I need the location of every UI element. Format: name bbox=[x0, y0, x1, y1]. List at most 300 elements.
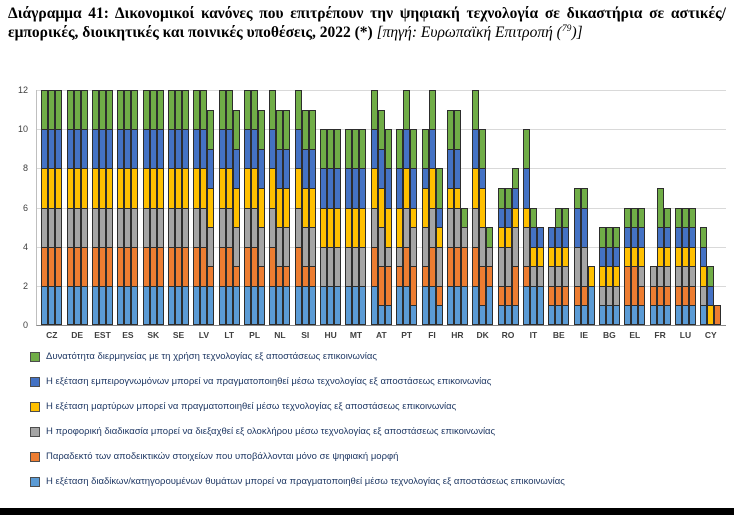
stacked-bar bbox=[295, 90, 302, 325]
bar-segment-oral bbox=[675, 266, 682, 286]
bar-segment-witnesses bbox=[124, 168, 131, 207]
bar-segment-oral bbox=[143, 208, 150, 247]
bar-segment-parties bbox=[244, 286, 251, 325]
bar-segment-interpretation bbox=[523, 129, 530, 168]
bar-segment-witnesses bbox=[302, 188, 309, 227]
stacked-bar bbox=[124, 90, 131, 325]
bar-group-CZ bbox=[41, 90, 62, 340]
bar-segment-experts bbox=[157, 129, 164, 168]
bar-segment-experts bbox=[143, 129, 150, 168]
bar-segment-evidence bbox=[436, 286, 443, 306]
bar-segment-interpretation bbox=[498, 188, 505, 208]
stacked-bar bbox=[67, 90, 74, 325]
bar-segment-interpretation bbox=[422, 129, 429, 168]
stacked-bar bbox=[99, 90, 106, 325]
x-axis-label: MT bbox=[349, 330, 363, 340]
bar-segment-interpretation bbox=[512, 168, 519, 188]
bar-segment-interpretation bbox=[244, 90, 251, 129]
bar-segment-interpretation bbox=[689, 208, 696, 228]
stacked-bar bbox=[682, 208, 689, 325]
bar-segment-witnesses bbox=[55, 168, 62, 207]
bar-segment-experts bbox=[99, 129, 106, 168]
bar-segment-oral bbox=[276, 227, 283, 266]
stacked-bar bbox=[92, 90, 99, 325]
bar-segment-witnesses bbox=[606, 266, 613, 286]
bar-segment-interpretation bbox=[193, 90, 200, 129]
x-axis-label: FI bbox=[428, 330, 436, 340]
bar-segment-witnesses bbox=[588, 266, 595, 286]
bar-group-BG bbox=[599, 227, 620, 340]
bar-segment-interpretation bbox=[624, 208, 631, 228]
bar-segment-oral bbox=[606, 286, 613, 306]
chart-legend bbox=[30, 344, 730, 494]
bar-segment-interpretation bbox=[447, 110, 454, 149]
bar-segment-evidence bbox=[175, 247, 182, 286]
bar-segment-witnesses bbox=[562, 247, 569, 267]
bar-segment-witnesses bbox=[41, 168, 48, 207]
bar-segment-parties bbox=[124, 286, 131, 325]
bar-group-BE bbox=[548, 208, 569, 340]
stacked-bar bbox=[396, 129, 403, 325]
bar-segment-witnesses bbox=[327, 208, 334, 247]
bar-segment-oral bbox=[574, 247, 581, 286]
legend-item-interpretation bbox=[30, 344, 730, 369]
bar-segment-evidence bbox=[429, 247, 436, 286]
bar-segment-parties bbox=[378, 305, 385, 325]
bar-segment-parties bbox=[682, 305, 689, 325]
bar-segment-evidence bbox=[548, 286, 555, 306]
stacked-bar bbox=[675, 208, 682, 325]
bar-segment-parties bbox=[207, 286, 214, 325]
bar-segment-interpretation bbox=[258, 110, 265, 149]
legend-swatch-icon bbox=[30, 377, 40, 387]
bar-segment-witnesses bbox=[385, 208, 392, 247]
bar-segment-oral bbox=[41, 208, 48, 247]
bar-segment-witnesses bbox=[505, 227, 512, 247]
bar-segment-parties bbox=[486, 286, 493, 325]
bar-segment-experts bbox=[505, 208, 512, 228]
bar-segment-witnesses bbox=[106, 168, 113, 207]
bar-segment-oral bbox=[55, 208, 62, 247]
x-axis-label: DK bbox=[476, 330, 489, 340]
bar-segment-witnesses bbox=[555, 247, 562, 267]
bar-segment-oral bbox=[352, 247, 359, 286]
bar-segment-evidence bbox=[479, 266, 486, 305]
bar-segment-parties bbox=[396, 286, 403, 325]
y-axis-tick-label: 12 bbox=[17, 85, 28, 95]
stacked-bar bbox=[168, 90, 175, 325]
bar-segment-oral bbox=[523, 227, 530, 266]
bar-segment-experts bbox=[193, 129, 200, 168]
bar-segment-witnesses bbox=[143, 168, 150, 207]
x-axis-label: LU bbox=[679, 330, 692, 340]
bar-segment-interpretation bbox=[613, 227, 620, 247]
bar-group-FI bbox=[422, 90, 443, 340]
bar-segment-evidence bbox=[624, 266, 631, 305]
legend-item-oral bbox=[30, 419, 730, 444]
bar-segment-interpretation bbox=[631, 208, 638, 228]
bar-segment-oral bbox=[233, 227, 240, 266]
bar-segment-interpretation bbox=[454, 110, 461, 149]
bar-segment-witnesses bbox=[472, 168, 479, 207]
bar-segment-witnesses bbox=[276, 188, 283, 227]
bar-segment-interpretation bbox=[131, 90, 138, 129]
bar-segment-oral bbox=[258, 227, 265, 266]
bar-segment-interpretation bbox=[675, 208, 682, 228]
legend-swatch-icon bbox=[30, 402, 40, 412]
stacked-bar bbox=[403, 90, 410, 325]
bar-segment-experts bbox=[55, 129, 62, 168]
bar-segment-interpretation bbox=[334, 129, 341, 168]
bar-group-IT bbox=[523, 129, 544, 340]
stacked-bar bbox=[106, 90, 113, 325]
bar-segment-evidence bbox=[378, 266, 385, 305]
bar-segment-experts bbox=[309, 149, 316, 188]
legend-label: Η εξέταση διαδίκων/κατηγορουμένων θυμάτων μπορεί να πραγματοποιηθεί μέσω τεχνολογίας εξ αποστάσεως επικοινωνίας bbox=[46, 476, 565, 487]
bar-segment-evidence bbox=[689, 286, 696, 306]
bar-segment-parties bbox=[631, 305, 638, 325]
bar-segment-parties bbox=[574, 305, 581, 325]
bar-segment-oral bbox=[269, 208, 276, 247]
bar-segment-oral bbox=[99, 208, 106, 247]
bar-segment-interpretation bbox=[396, 129, 403, 168]
bar-segment-experts bbox=[447, 149, 454, 188]
bar-segment-evidence bbox=[385, 266, 392, 305]
bar-segment-evidence bbox=[447, 247, 454, 286]
bar-segment-experts bbox=[631, 227, 638, 247]
bar-segment-parties bbox=[675, 305, 682, 325]
bar-segment-parties bbox=[99, 286, 106, 325]
legend-swatch-icon bbox=[30, 427, 40, 437]
bar-segment-parties bbox=[385, 305, 392, 325]
stacked-bar bbox=[537, 227, 544, 325]
stacked-bar bbox=[359, 129, 366, 325]
bar-segment-oral bbox=[689, 266, 696, 286]
bar-segment-interpretation bbox=[707, 266, 714, 286]
bar-segment-evidence bbox=[258, 266, 265, 286]
bar-segment-witnesses bbox=[269, 168, 276, 207]
bar-segment-experts bbox=[599, 247, 606, 267]
x-axis-label: BE bbox=[552, 330, 565, 340]
bar-segment-oral bbox=[295, 208, 302, 247]
bar-segment-experts bbox=[707, 286, 714, 306]
bar-segment-experts bbox=[403, 129, 410, 168]
stacked-bar bbox=[117, 90, 124, 325]
bar-segment-experts bbox=[359, 168, 366, 207]
bar-segment-interpretation bbox=[378, 110, 385, 149]
bar-segment-parties bbox=[131, 286, 138, 325]
bar-segment-experts bbox=[131, 129, 138, 168]
bar-segment-oral bbox=[385, 247, 392, 267]
bar-segment-evidence bbox=[562, 286, 569, 306]
bar-segment-parties bbox=[219, 286, 226, 325]
x-axis-label: HU bbox=[324, 330, 337, 340]
stacked-bar bbox=[327, 129, 334, 325]
stacked-bar bbox=[631, 208, 638, 325]
bar-segment-interpretation bbox=[168, 90, 175, 129]
stacked-bar bbox=[320, 129, 327, 325]
bar-segment-oral bbox=[650, 266, 657, 286]
bar-segment-parties bbox=[309, 286, 316, 325]
bar-segment-parties bbox=[638, 305, 645, 325]
bar-segment-witnesses bbox=[157, 168, 164, 207]
stacked-bar bbox=[498, 188, 505, 325]
stacked-bar bbox=[219, 90, 226, 325]
bar-group-CY bbox=[700, 227, 721, 340]
bar-segment-witnesses bbox=[410, 208, 417, 228]
x-axis-label: IE bbox=[580, 330, 589, 340]
bar-group-PL bbox=[244, 90, 265, 340]
bar-segment-oral bbox=[664, 266, 671, 286]
bar-segment-experts bbox=[422, 168, 429, 188]
bar-segment-interpretation bbox=[599, 227, 606, 247]
bar-segment-interpretation bbox=[486, 227, 493, 247]
bar-segment-evidence bbox=[505, 286, 512, 306]
bar-segment-witnesses bbox=[182, 168, 189, 207]
bar-segment-interpretation bbox=[436, 168, 443, 207]
bar-group-MT bbox=[345, 129, 366, 340]
bar-group-EL bbox=[624, 208, 645, 340]
bar-segment-experts bbox=[436, 208, 443, 228]
legend-label: Δυνατότητα διερμηνείας με τη χρήση τεχνολογίας εξ αποστάσεως επικοινωνίας bbox=[46, 351, 377, 362]
x-axis-label: CZ bbox=[46, 330, 58, 340]
page-bottom-edge bbox=[0, 508, 734, 515]
x-axis-label: LV bbox=[198, 330, 210, 340]
bar-segment-evidence bbox=[461, 247, 468, 286]
bar-segment-oral bbox=[150, 208, 157, 247]
bar-segment-interpretation bbox=[302, 110, 309, 149]
bar-segment-witnesses bbox=[207, 188, 214, 227]
bar-segment-parties bbox=[48, 286, 55, 325]
bar-segment-parties bbox=[67, 286, 74, 325]
bar-segment-oral bbox=[479, 227, 486, 266]
legend-label: Η εξέταση μαρτύρων μπορεί να πραγματοποιηθεί μέσω τεχνολογίας εξ αποστάσεως επικοινωνίας bbox=[46, 401, 457, 412]
bar-segment-oral bbox=[396, 247, 403, 267]
stacked-bar bbox=[334, 129, 341, 325]
bar-group-SI bbox=[295, 90, 316, 340]
legend-swatch-icon bbox=[30, 477, 40, 487]
bar-segment-witnesses bbox=[682, 247, 689, 267]
bar-segment-oral bbox=[219, 208, 226, 247]
bar-segment-oral bbox=[436, 247, 443, 286]
bar-segment-experts bbox=[429, 129, 436, 168]
bar-segment-oral bbox=[207, 227, 214, 266]
stacked-bar bbox=[599, 227, 606, 325]
x-axis-label: PT bbox=[401, 330, 413, 340]
bar-segment-interpretation bbox=[124, 90, 131, 129]
bar-segment-evidence bbox=[309, 266, 316, 286]
bar-segment-oral bbox=[410, 227, 417, 266]
bar-group-NL bbox=[269, 90, 290, 340]
bar-segment-evidence bbox=[403, 247, 410, 286]
stacked-bar bbox=[74, 90, 81, 325]
bar-segment-evidence bbox=[454, 247, 461, 286]
bar-segment-oral bbox=[182, 208, 189, 247]
bar-segment-oral bbox=[67, 208, 74, 247]
bar-segment-parties bbox=[606, 305, 613, 325]
bar-segment-interpretation bbox=[410, 129, 417, 168]
bar-segment-witnesses bbox=[454, 188, 461, 208]
bar-segment-experts bbox=[124, 129, 131, 168]
bar-segment-oral bbox=[157, 208, 164, 247]
bar-segment-evidence bbox=[295, 247, 302, 286]
bar-segment-interpretation bbox=[295, 90, 302, 129]
bar-segment-oral bbox=[613, 286, 620, 306]
figure-title-main: Διάγραμμα 41: Δικονομικοί κανόνες που επιτρέπουν την ψηφιακή τεχνολογία σε δικαστήρια σε αστικές/εμπορικές, διοικητικές και ποινικές υποθέσεις, 2022 (*) bbox=[8, 5, 726, 41]
bar-segment-oral bbox=[537, 266, 544, 286]
bar-segment-parties bbox=[512, 305, 519, 325]
bar-segment-parties bbox=[410, 305, 417, 325]
bar-segment-parties bbox=[283, 286, 290, 325]
bar-segment-parties bbox=[168, 286, 175, 325]
bar-segment-witnesses bbox=[548, 247, 555, 267]
bar-segment-witnesses bbox=[479, 188, 486, 227]
stacked-bar bbox=[302, 110, 309, 325]
bar-segment-experts bbox=[283, 149, 290, 188]
bar-segment-witnesses bbox=[378, 188, 385, 227]
stacked-bar bbox=[410, 129, 417, 325]
bar-group-IE bbox=[574, 188, 595, 340]
bar-group-DE bbox=[67, 90, 88, 340]
bar-segment-witnesses bbox=[193, 168, 200, 207]
bar-segment-parties bbox=[175, 286, 182, 325]
bar-segment-witnesses bbox=[334, 208, 341, 247]
bar-segment-evidence bbox=[207, 266, 214, 286]
bar-segment-oral bbox=[283, 227, 290, 266]
bar-segment-parties bbox=[258, 286, 265, 325]
bar-segment-parties bbox=[74, 286, 81, 325]
bar-segment-evidence bbox=[124, 247, 131, 286]
bar-segment-evidence bbox=[276, 266, 283, 286]
stacked-bar bbox=[48, 90, 55, 325]
stacked-bar bbox=[638, 208, 645, 325]
y-axis-tick-label: 4 bbox=[22, 241, 28, 252]
stacked-bar bbox=[714, 305, 721, 325]
bar-segment-experts bbox=[396, 168, 403, 207]
bar-segment-parties bbox=[117, 286, 124, 325]
bar-segment-interpretation bbox=[472, 90, 479, 129]
bar-segment-interpretation bbox=[700, 227, 707, 247]
bar-segment-witnesses bbox=[251, 168, 258, 207]
bar-segment-oral bbox=[429, 208, 436, 247]
bar-segment-evidence bbox=[131, 247, 138, 286]
bar-segment-oral bbox=[657, 266, 664, 286]
legend-item-witnesses bbox=[30, 394, 730, 419]
bar-segment-witnesses bbox=[675, 247, 682, 267]
bar-segment-interpretation bbox=[41, 90, 48, 129]
bar-segment-interpretation bbox=[92, 90, 99, 129]
bar-segment-oral bbox=[486, 247, 493, 267]
bar-segment-experts bbox=[664, 227, 671, 247]
bar-segment-parties bbox=[403, 286, 410, 325]
bar-group-AT bbox=[371, 90, 392, 340]
bar-segment-witnesses bbox=[48, 168, 55, 207]
bar-segment-experts bbox=[512, 188, 519, 208]
bar-segment-parties bbox=[581, 305, 588, 325]
x-axis-label: RO bbox=[501, 330, 515, 340]
bar-group-PT bbox=[396, 90, 417, 340]
bar-group-RO bbox=[498, 168, 519, 340]
bar-group-SK bbox=[143, 90, 164, 340]
bar-segment-experts bbox=[48, 129, 55, 168]
bar-segment-experts bbox=[182, 129, 189, 168]
x-axis-label: LT bbox=[224, 330, 235, 340]
stacked-bar bbox=[447, 110, 454, 325]
bar-segment-oral bbox=[106, 208, 113, 247]
bar-segment-interpretation bbox=[682, 208, 689, 228]
stacked-bar bbox=[251, 90, 258, 325]
bar-segment-parties bbox=[251, 286, 258, 325]
bar-segment-evidence bbox=[55, 247, 62, 286]
bar-segment-experts bbox=[74, 129, 81, 168]
bar-segment-interpretation bbox=[207, 110, 214, 149]
bar-segment-evidence bbox=[143, 247, 150, 286]
stacked-bar bbox=[258, 110, 265, 325]
bar-segment-experts bbox=[41, 129, 48, 168]
bar-segment-interpretation bbox=[327, 129, 334, 168]
bar-segment-parties bbox=[479, 305, 486, 325]
stacked-bar bbox=[276, 110, 283, 325]
bar-segment-evidence bbox=[182, 247, 189, 286]
bar-segment-evidence bbox=[41, 247, 48, 286]
stacked-bar bbox=[555, 208, 562, 325]
bar-segment-witnesses bbox=[233, 188, 240, 227]
bar-segment-evidence bbox=[99, 247, 106, 286]
bar-segment-witnesses bbox=[359, 208, 366, 247]
bar-segment-parties bbox=[200, 286, 207, 325]
bar-segment-witnesses bbox=[67, 168, 74, 207]
bar-segment-parties bbox=[320, 286, 327, 325]
stacked-bar bbox=[689, 208, 696, 325]
bar-segment-parties bbox=[650, 305, 657, 325]
bar-segment-witnesses bbox=[200, 168, 207, 207]
bar-segment-parties bbox=[548, 305, 555, 325]
stacked-bar bbox=[200, 90, 207, 325]
bar-segment-interpretation bbox=[657, 188, 664, 227]
bar-segment-witnesses bbox=[707, 305, 714, 325]
bar-segment-witnesses bbox=[422, 188, 429, 227]
stacked-bar bbox=[588, 266, 595, 325]
bar-segment-experts bbox=[327, 168, 334, 207]
bar-segment-evidence bbox=[675, 286, 682, 306]
bar-segment-witnesses bbox=[99, 168, 106, 207]
stacked-bar bbox=[131, 90, 138, 325]
bar-segment-parties bbox=[461, 286, 468, 325]
bar-segment-oral bbox=[74, 208, 81, 247]
x-axis-label: BG bbox=[603, 330, 616, 340]
bar-segment-witnesses bbox=[131, 168, 138, 207]
bar-segment-witnesses bbox=[613, 266, 620, 286]
bar-segment-experts bbox=[92, 129, 99, 168]
bar-segment-witnesses bbox=[295, 168, 302, 207]
bar-segment-interpretation bbox=[429, 90, 436, 129]
bar-segment-witnesses bbox=[283, 188, 290, 227]
bar-segment-interpretation bbox=[664, 208, 671, 228]
bar-segment-oral bbox=[334, 247, 341, 286]
bar-segment-interpretation bbox=[117, 90, 124, 129]
bar-segment-evidence bbox=[555, 286, 562, 306]
bar-segment-oral bbox=[599, 286, 606, 306]
bar-segment-oral bbox=[345, 247, 352, 286]
stacked-bar bbox=[352, 129, 359, 325]
bar-groups bbox=[37, 90, 726, 340]
bar-segment-experts bbox=[682, 227, 689, 247]
x-axis-label: DE bbox=[71, 330, 84, 340]
bar-segment-evidence bbox=[664, 286, 671, 306]
stacked-bar bbox=[512, 168, 519, 325]
stacked-bar bbox=[454, 110, 461, 325]
bar-segment-oral bbox=[327, 247, 334, 286]
